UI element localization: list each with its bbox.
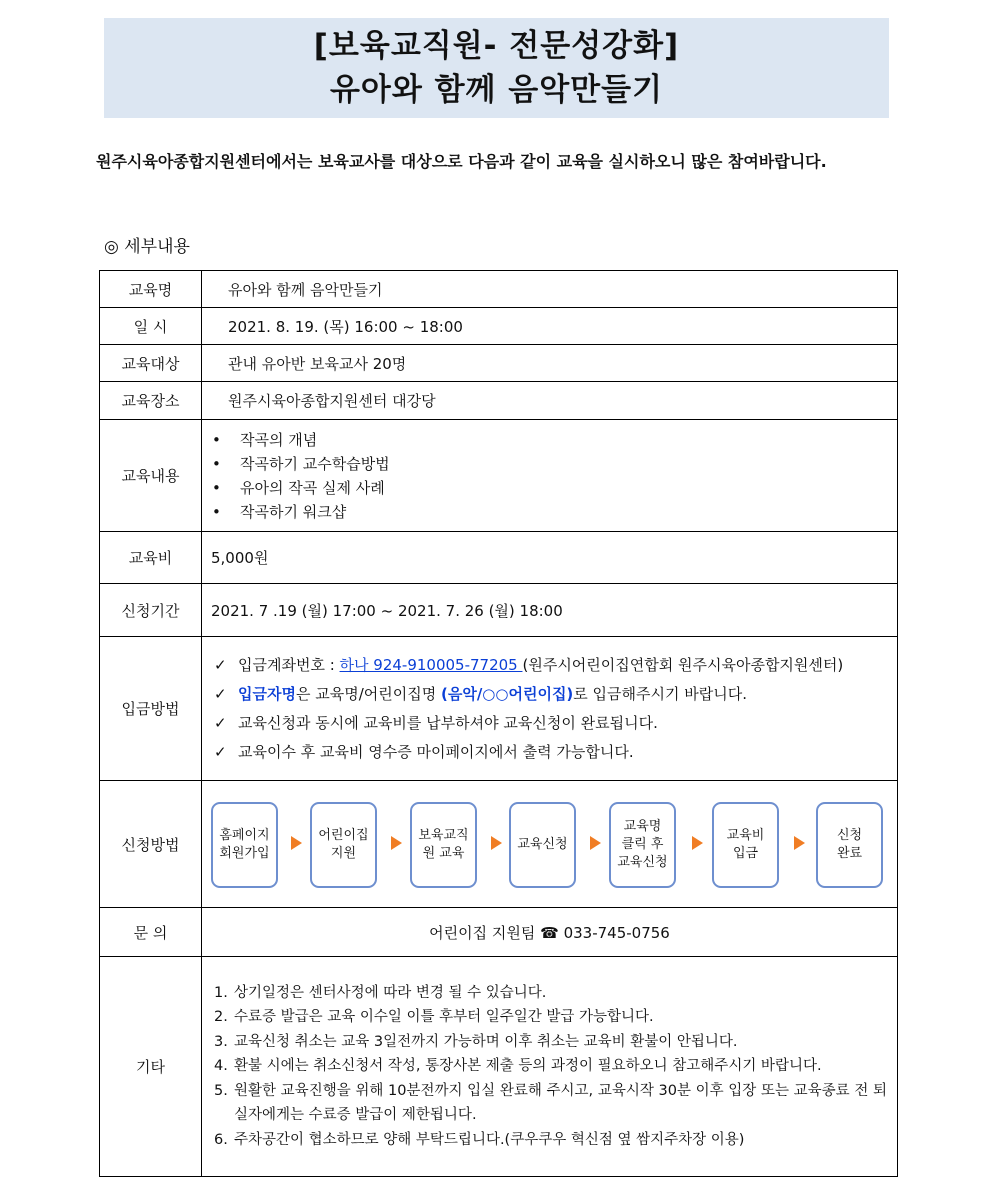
page-subtitle: 유아와 함께 음악만들기	[329, 72, 664, 108]
notes-list	[202, 973, 897, 1161]
account-label: 입금계좌번호 :	[238, 655, 340, 674]
list-item	[214, 738, 891, 767]
value-content	[202, 420, 898, 532]
row-payment	[100, 637, 898, 781]
step-line: 교육신청	[617, 855, 668, 870]
payment-note: 교육신청과 동시에 교육비를 납부하셔야 교육신청이 완료됩니다.	[238, 713, 658, 732]
label-fee: 교육비	[100, 532, 202, 584]
row-period	[100, 584, 898, 637]
value-method	[202, 781, 898, 908]
title-banner	[104, 18, 889, 118]
list-item	[214, 651, 891, 680]
list-item: • 작곡하기 워크샵	[232, 500, 897, 524]
value-etc	[202, 957, 898, 1177]
step-line: 회원가입	[219, 846, 270, 861]
item-text: 수료증 발급은 교육 이수일 이틀 후부터 일주일간 발급 가능합니다.	[234, 1009, 654, 1026]
value-fee: 5,000원	[202, 532, 898, 584]
label-inquiry: 문 의	[100, 908, 202, 957]
check-icon: ✓	[214, 655, 227, 674]
account-holder: (원주시어린이집연합회 원주시육아종합지원센터)	[522, 655, 844, 674]
label-period: 신청기간	[100, 584, 202, 637]
details-table	[99, 270, 898, 1177]
receipt-note: 교육이수 후 교육비 영수증 마이페이지에서 출력 가능합니다.	[238, 742, 634, 761]
label-target: 교육대상	[100, 345, 202, 382]
row-fee	[100, 532, 898, 584]
arrow-right-icon	[291, 836, 302, 850]
step-box	[816, 802, 883, 888]
value-target: 관내 유아반 보육교사 20명	[202, 345, 898, 382]
list-item: • 유아의 작곡 실제 사례	[232, 476, 897, 500]
row-inquiry	[100, 908, 898, 957]
row-method	[100, 781, 898, 908]
check-icon: ✓	[214, 742, 227, 761]
step-line: 어린이집	[318, 828, 369, 843]
step-line: 완료	[836, 846, 863, 861]
step-line: 홈페이지	[219, 828, 270, 843]
intro-paragraph: 원주시육아종합지원센터에서는 보육교사를 대상으로 다음과 같이 교육을 실시하오니 많은 참여바랍니다.	[96, 152, 827, 171]
process-flow	[202, 781, 897, 907]
value-period: 2021. 7 .19 (월) 17:00 ~ 2021. 7. 26 (월) 18:00	[202, 584, 898, 637]
list-item	[214, 709, 891, 738]
page-title: [보육교직원- 전문성강화]	[313, 28, 680, 64]
item-text: 교육신청 취소는 교육 3일전까지 가능하며 이후 취소는 교육비 환불이 안됩니다.	[234, 1033, 738, 1050]
label-etc: 기타	[100, 957, 202, 1177]
list-item	[214, 1005, 887, 1030]
item-text: 상기일정은 센터사정에 따라 변경 될 수 있습니다.	[234, 984, 547, 1001]
label-place: 교육장소	[100, 382, 202, 420]
account-link[interactable]: 하나 924-910005-77205	[339, 655, 523, 674]
step-box	[410, 802, 477, 888]
depositor-suffix: 로 입금해주시기 바랍니다.	[573, 684, 747, 703]
item-number: 5.	[214, 1082, 228, 1099]
step-line: 교육신청	[517, 837, 568, 852]
item-number: 3.	[214, 1033, 228, 1050]
arrow-right-icon	[590, 836, 601, 850]
list-item	[214, 1030, 887, 1055]
label-method: 신청방법	[100, 781, 202, 908]
step-line: 신청	[836, 828, 863, 843]
item-number: 4.	[214, 1058, 228, 1075]
label-date: 일 시	[100, 308, 202, 345]
arrow-right-icon	[794, 836, 805, 850]
item-number: 6.	[214, 1131, 228, 1148]
section-heading: ◎ 세부내용	[104, 237, 190, 257]
check-icon: ✓	[214, 713, 227, 732]
label-payment: 입금방법	[100, 637, 202, 781]
step-line: 입금	[732, 846, 759, 861]
step-line: 보육교직	[418, 828, 469, 843]
step-box	[211, 802, 278, 888]
depositor-example: (음악/○○어린이집)	[440, 684, 574, 703]
check-icon: ✓	[214, 684, 227, 703]
list-item	[214, 1079, 887, 1128]
step-line: 원 교육	[422, 846, 465, 861]
label-content: 교육내용	[100, 420, 202, 532]
list-item: • 작곡의 개념	[232, 428, 897, 452]
step-box	[310, 802, 377, 888]
step-box	[609, 802, 676, 888]
step-box	[712, 802, 779, 888]
depositor-name-label: 입금자명	[238, 684, 296, 703]
arrow-right-icon	[491, 836, 502, 850]
value-name: 유아와 함께 음악만들기	[202, 271, 898, 308]
step-line: 지원	[330, 846, 357, 861]
item-number: 2.	[214, 1009, 228, 1026]
row-target	[100, 345, 898, 382]
item-number: 1.	[214, 984, 228, 1001]
value-place: 원주시육아종합지원센터 대강당	[202, 382, 898, 420]
list-item	[214, 1054, 887, 1079]
row-etc	[100, 957, 898, 1177]
item-text: 환불 시에는 취소신청서 작성, 통장사본 제출 등의 과정이 필요하오니 참고해주시기 바랍니다.	[234, 1058, 822, 1075]
row-content	[100, 420, 898, 532]
item-text: 주차공간이 협소하므로 양해 부탁드립니다.(쿠우쿠우 혁신점 옆 쌈지주차장 이용)	[234, 1131, 745, 1148]
label-name: 교육명	[100, 271, 202, 308]
list-item	[214, 1128, 887, 1153]
step-line: 교육비	[726, 828, 765, 843]
step-line: 클릭 후	[621, 837, 664, 852]
depositor-text: 은 교육명/어린이집명	[295, 684, 441, 703]
list-item: • 작곡하기 교수학습방법	[232, 452, 897, 476]
step-line: 교육명	[623, 819, 662, 834]
step-box	[509, 802, 576, 888]
row-place	[100, 382, 898, 420]
row-date	[100, 308, 898, 345]
arrow-right-icon	[391, 836, 402, 850]
item-text: 원활한 교육진행을 위해 10분전까지 입실 완료해 주시고, 교육시작 30분 이후 입장 또는 교육종료 전 퇴실자에게는 수료증 발급이 제한됩니다.	[234, 1082, 887, 1124]
list-item	[214, 981, 887, 1006]
value-payment	[202, 637, 898, 781]
list-item	[214, 680, 891, 709]
content-list	[202, 422, 897, 530]
value-date: 2021. 8. 19. (목) 16:00 ~ 18:00	[202, 308, 898, 345]
payment-list	[202, 647, 897, 771]
value-inquiry: 어린이집 지원팀 ☎ 033-745-0756	[202, 908, 898, 957]
arrow-right-icon	[692, 836, 703, 850]
row-name	[100, 271, 898, 308]
